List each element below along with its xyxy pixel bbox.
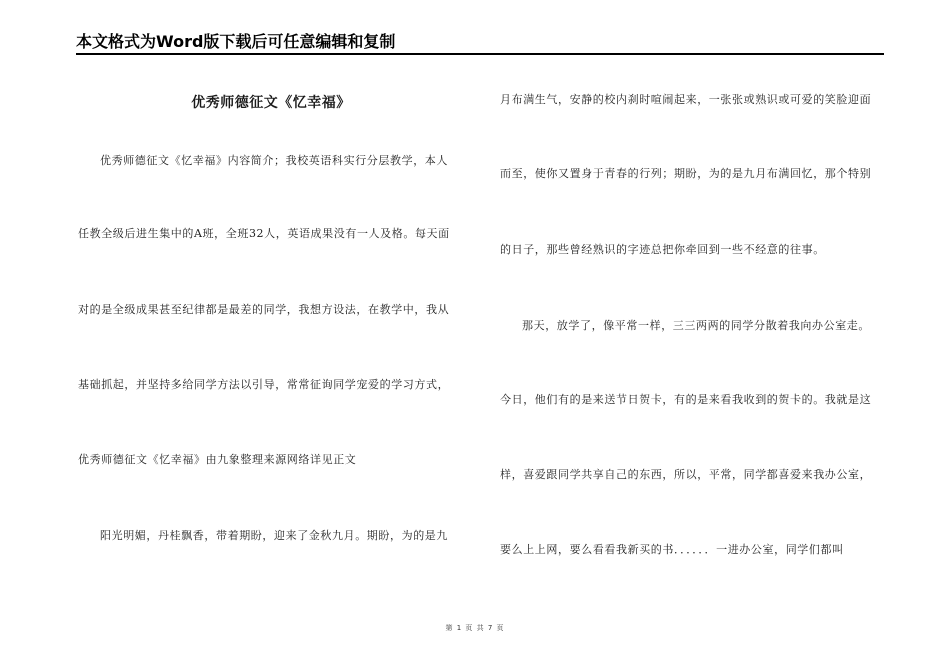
page-number: 第 1 页 共 7 页: [445, 624, 505, 632]
header-notice: 本文格式为Word版下载后可任意编辑和复制: [76, 32, 396, 51]
body-line: 的日子，那些曾经熟识的字迹总把你牵回到一些不经意的往事。: [500, 243, 825, 256]
body-line: 优秀师德征文《忆幸福》内容简介；我校英语科实行分层教学，本人: [100, 154, 448, 167]
body-line: 任教全级后进生集中的A班，全班32人，英语成果没有一人及格。每天面: [78, 227, 450, 240]
body-line: 那天，放学了，像平常一样，三三两两的同学分散着我向办公室走。: [522, 319, 870, 332]
document-header: [76, 30, 884, 54]
article-title: 优秀师德征文《忆幸福》: [191, 95, 351, 111]
left-column: [78, 60, 464, 542]
body-line: 而至，使你又置身于青春的行列；期盼，为的是九月布满回忆，那个特别: [500, 167, 872, 180]
body-line: 月布满生气，安静的校内刹时喧闹起来，一张张或熟识或可爱的笑脸迎面: [500, 93, 872, 106]
body-line: 今日，他们有的是来送节日贺卡，有的是来看我收到的贺卡的。我就是这: [500, 393, 872, 406]
body-line: 样，喜爱跟同学共享自己的东西，所以，平常，同学都喜爱来我办公室，: [500, 468, 872, 481]
body-line: 阳光明媚，丹桂飘香，带着期盼，迎来了金秋九月。期盼，为的是九: [100, 529, 448, 542]
body-line: 优秀师德征文《忆幸福》由九象整理来源网络详见正文: [78, 453, 357, 466]
body-line: 要么上上网，要么看看我新买的书．．．．．．一进办公室，同学们都叫: [500, 543, 844, 556]
header-divider: [76, 53, 884, 55]
body-line: 基础抓起，并坚持多给同学方法以引导，常常征询同学宠爱的学习方式，: [78, 378, 450, 391]
body-line: 对的是全级成果甚至纪律都是最差的同学，我想方设法，在教学中，我从: [78, 303, 450, 316]
